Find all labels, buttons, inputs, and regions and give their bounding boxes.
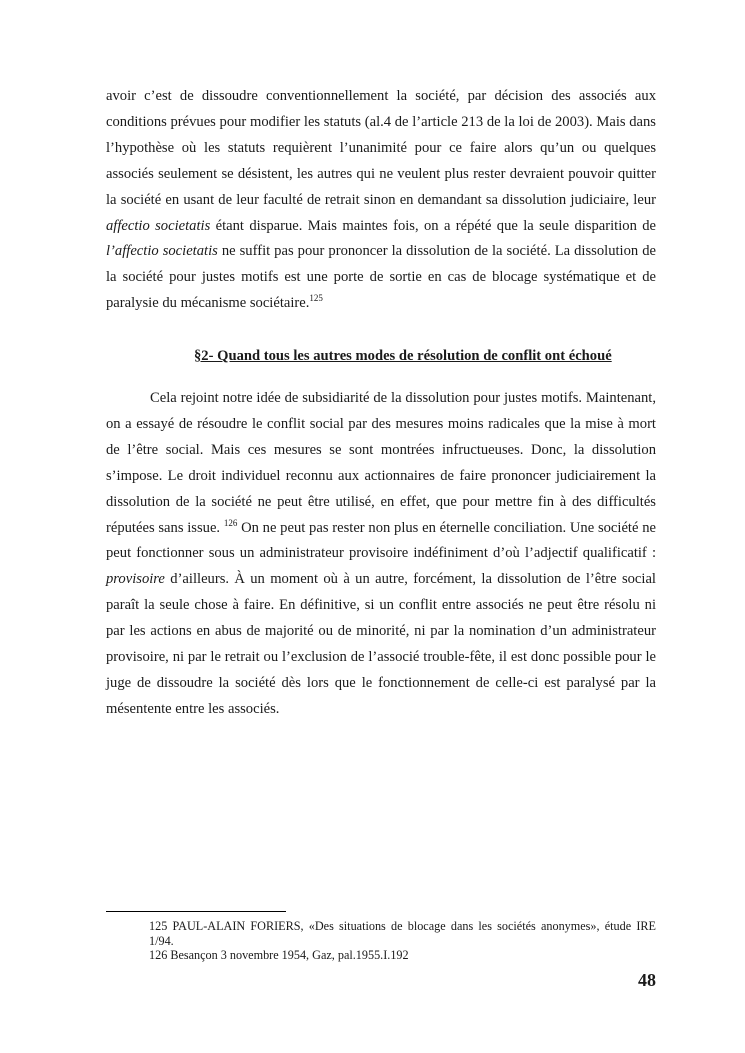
footnote-reference[interactable]: 125 [309,293,323,304]
section-heading: §2- Quand tous les autres modes de résolution de conflit ont échoué [194,348,612,364]
body-paragraph-2 [106,386,656,723]
body-paragraph-1 [106,84,656,317]
footnote-125: 125 PAUL-ALAIN FORIERS, «Des situations de blocage dans les sociétés anonymes», étude IRE 1/94. [149,919,656,948]
footnote-separator [106,911,286,912]
italic-term: affectio societatis [106,217,211,234]
italic-term: l’affectio societatis [106,243,218,260]
footnotes [149,919,656,963]
italic-term: provisoire [106,571,165,588]
paragraph-text: On ne peut pas rester non plus en éternelle conciliation. Une société ne peut fonctionner sous un administrateur provisoire indéfiniment d’où l’adjectif qualificatif : [106,519,656,562]
page-number: 48 [638,970,656,990]
footnote-reference[interactable]: 126 [223,517,238,528]
paragraph-text: avoir c’est de dissoudre conventionnellement la société, par décision des associés aux conditions prévues pour modifier les statuts (al.4 de l’article 213 de la loi de 2003). Mais dans l’hypothèse où les statuts requièrent l’unanimité pour ce faire alors qu’un ou quelques associés seulement se désistent, les autres qui ne veulent plus rester devraient pouvoir quitter la société en usant de leur faculté de retrait sinon en demandant sa dissolution judiciaire, leur [106,88,656,208]
paragraph-text: étant disparue. Mais maintes fois, on a répété que la seule disparition de [210,217,657,234]
paragraph-text: Cela rejoint notre idée de subsidiarité de la dissolution pour justes motifs. Maintenant, on a essayé de résoudre le conflit social par des mesures moins radicales que la mise à mort de l’être social. Mais ces mesures se sont montrées infructueuses. Donc, la dissolution s’impose. Le droit individuel reconnu aux actionnaires de faire prononcer judiciairement la dissolution de la société ne peut être utilisé, en effet, que pour mettre fin à des difficultés réputées sans issue. [106,390,656,536]
paragraph-text: d’ailleurs. À un moment où à un autre, forcément, la dissolution de l’être social paraît la seule chose à faire. En définitive, si un conflit entre associés ne peut être résolu ni par les actions en abus de majorité ou de minorité, ni par la nomination d’un administrateur provisoire, ni par le retrait ou l’exclusion de l’associé trouble-fête, il est donc possible pour le juge de dissoudre la société dès lors que le fonctionnement de celle-ci est paralysé par la mésentente entre les associés. [106,571,656,717]
paragraph-text: ne suffit pas pour prononcer la dissolution de la société. La dissolution de la société pour justes motifs est une porte de sortie en cas de blocage systématique et de paralysie du mécanisme sociétaire. [106,243,656,312]
footnote-126: 126 Besançon 3 novembre 1954, Gaz, pal.1955.I.192 [149,948,409,963]
